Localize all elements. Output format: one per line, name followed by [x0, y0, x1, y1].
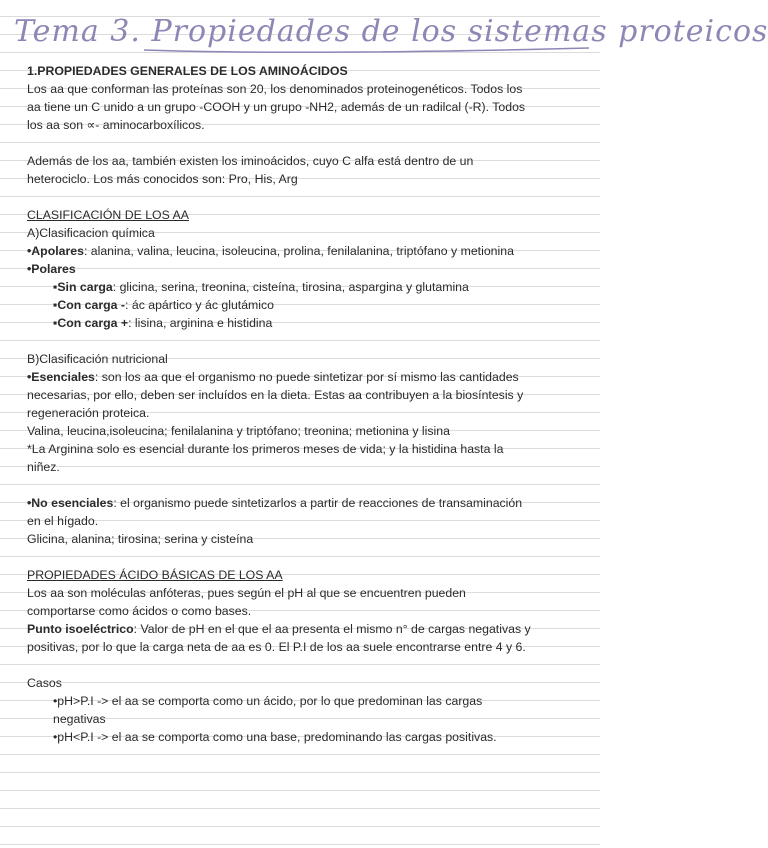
section-heading-general: 1.PROPIEDADES GENERALES DE LOS AMINOÁCIDOS	[27, 64, 348, 78]
text-line: heterociclo. Los más conocidos son: Pro, His, Arg	[27, 172, 298, 186]
casos-title: Casos	[27, 676, 62, 690]
esenciales-line	[27, 368, 572, 386]
caso-item: •pH<P.I -> el aa se comporta como una base, predominando las cargas positivas.	[53, 730, 497, 744]
text-line: *La Arginina solo es esencial durante los primeros meses de vida; y la histidina hasta la	[27, 442, 504, 456]
polares-label: •Polares	[27, 262, 76, 276]
apolares-label: •Apolares	[27, 244, 84, 258]
punto-isoelectrico-label: Punto isoeléctrico	[27, 622, 134, 636]
carga-negativa-text: : ác apártico y ác glutámico	[125, 298, 275, 312]
sin-carga-label: ▪Sin carga	[53, 280, 113, 294]
handwritten-title	[14, 8, 768, 56]
section-heading-acido-base: PROPIEDADES ÁCIDO BÁSICAS DE LOS AA	[27, 568, 283, 582]
apolares-line	[27, 242, 572, 260]
text-line: aa tiene un C unido a un grupo -COOH y un grupo -NH2, además de un radilcal (-R). Todos	[27, 100, 526, 114]
carga-positiva-line	[27, 314, 572, 332]
title-underline-strokes	[14, 8, 594, 56]
text-line: Los aa que conforman las proteínas son 20, los denominados proteinogenéticos. Todos los	[27, 82, 523, 96]
section-heading-clasificacion: CLASIFICACIÓN DE LOS AA	[27, 208, 189, 222]
caso-item: negativas	[53, 712, 106, 726]
esenciales-label: •Esenciales	[27, 370, 95, 384]
text-line: regeneración proteica.	[27, 406, 150, 420]
text-line: Además de los aa, también existen los iminoácidos, cuyo C alfa está dentro de un	[27, 154, 474, 168]
no-esenciales-line	[27, 494, 572, 512]
no-esenciales-text: : el organismo puede sintetizarlos a partir de reacciones de transaminación	[113, 496, 523, 510]
carga-negativa-line	[27, 296, 572, 314]
punto-isoelectrico-line	[27, 620, 572, 638]
text-line: Los aa son moléculas anfóteras, pues según el pH al que se encuentren pueden	[27, 586, 466, 600]
carga-positiva-label: ▪Con carga +	[53, 316, 129, 330]
no-esenciales-label: •No esenciales	[27, 496, 114, 510]
apolares-text: : alanina, valina, leucina, isoleucina, prolina, fenilalanina, triptófano y metionina	[83, 244, 514, 258]
subheading-nutricional: B)Clasificación nutricional	[27, 352, 168, 366]
sin-carga-line	[27, 278, 572, 296]
carga-negativa-label: ▪Con carga -	[53, 298, 126, 312]
notes-content	[27, 62, 572, 746]
text-line: necesarias, por ello, deben ser incluídos en la dieta. Estas aa contribuyen a la biosíntesis y	[27, 388, 524, 402]
text-line: en el hígado.	[27, 514, 99, 528]
text-line: niñez.	[27, 460, 60, 474]
text-line: los aa son ∝- aminocarboxílicos.	[27, 118, 205, 132]
text-line: comportarse como ácidos o como bases.	[27, 604, 252, 618]
text-line: positivas, por lo que la carga neta de aa es 0. El P.I de los aa suele encontrarse entre 4 y 6.	[27, 640, 526, 654]
esenciales-text: : son los aa que el organismo no puede sintetizar por sí mismo las cantidades	[94, 370, 519, 384]
text-line: Valina, leucina,isoleucina; fenilalanina y triptófano; treonina; metionina y lisina	[27, 424, 450, 438]
title-text: Tema 3. Propiedades de los sistemas proteicos	[14, 14, 768, 49]
punto-isoelectrico-text: : Valor de pH en el que el aa presenta el mismo n° de cargas negativas y	[133, 622, 531, 636]
sin-carga-text: : glicina, serina, treonina, cisteína, tirosina, aspargina y glutamina	[112, 280, 469, 294]
carga-positiva-text: : lisina, arginina e histidina	[128, 316, 273, 330]
caso-item: •pH>P.I -> el aa se comporta como un ácido, por lo que predominan las cargas	[53, 694, 483, 708]
text-line: Glicina, alanina; tirosina; serina y cisteína	[27, 532, 254, 546]
subheading-quimica: A)Clasificacion química	[27, 226, 155, 240]
